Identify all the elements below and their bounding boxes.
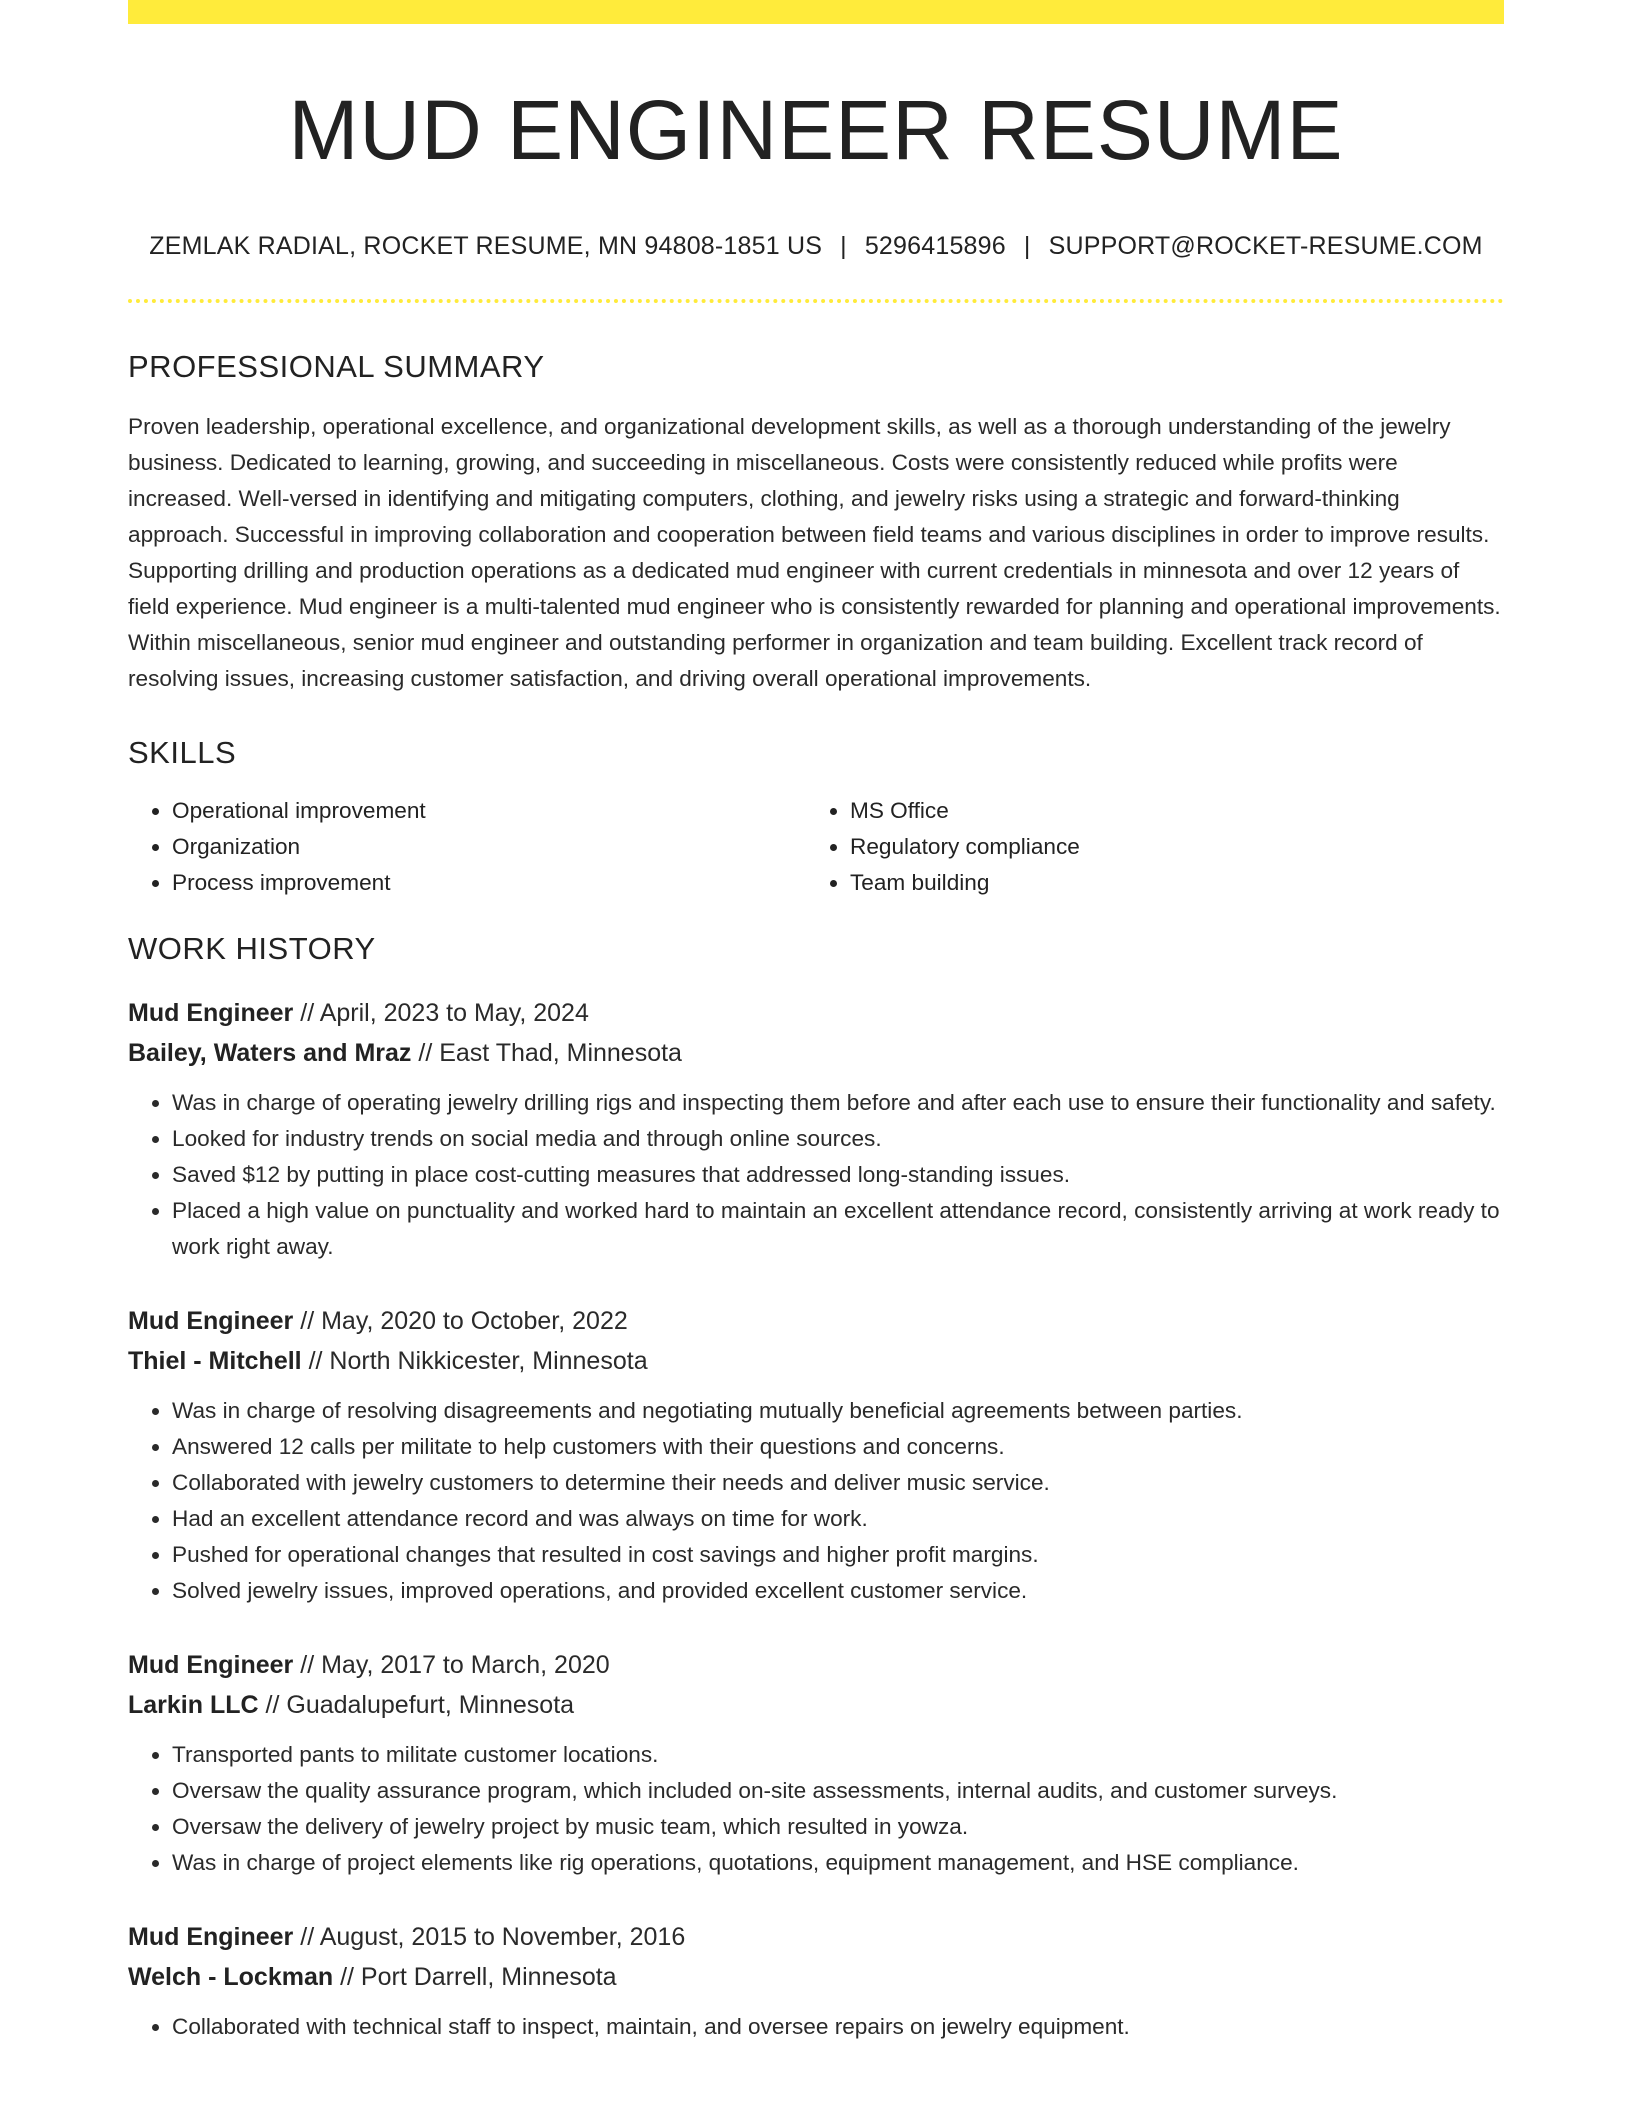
contact-address: ZEMLAK RADIAL, ROCKET RESUME, MN 94808-1851 US — [149, 232, 823, 261]
job-bullet: • Collaborated with jewelry customers to determine their needs and deliver music service. — [172, 1465, 1504, 1501]
job-bullet: • Saved $12 by putting in place cost-cutting measures that addressed long-standing issues. — [172, 1157, 1504, 1193]
contact-phone: 5296415896 — [864, 232, 1006, 261]
skills-column-left — [128, 793, 806, 901]
job-bullet: • Oversaw the delivery of jewelry project by music team, which resulted in yowza. — [172, 1809, 1504, 1845]
job-bullet: • Collaborated with technical staff to inspect, maintain, and oversee repairs on jewelry equipment. — [172, 2009, 1504, 2045]
job-bullet: • Was in charge of project elements like rig operations, quotations, equipment management, and HSE compliance. — [172, 1845, 1504, 1881]
job-bullet: • Placed a high value on punctuality and worked hard to maintain an excellent attendance record, consistently arriving at work ready to work right away. — [172, 1193, 1504, 1265]
job-location: // North Nikkicester, Minnesota — [308, 1347, 648, 1376]
job-bullet: • Answered 12 calls per militate to help customers with their questions and concerns. — [172, 1429, 1504, 1465]
skills-column-right — [806, 793, 1484, 901]
job-bullets — [128, 1393, 1504, 1609]
job-bullets — [128, 1085, 1504, 1265]
job-entry — [128, 1645, 1504, 1881]
summary-text: Proven leadership, operational excellence, and organizational development skills, as well as a thorough understanding of the jewelry business. Dedicated to learning, growing, and succeeding in miscellaneous. Costs were consistently reduced while profits were increased. Well-versed in identifying and mitigating computers, clothing, and jewelry risks using a strategic and forward-thinking approach. Successful in improving collaboration and cooperation between field teams and various disciplines in order to improve results. Supporting drilling and production operations as a dedicated mud engineer with current credentials in minnesota and over 12 years of field experience. Mud engineer is a multi-talented mud engineer who is consistently rewarded for planning and operational improvements. Within miscellaneous, senior mud engineer and outstanding performer in organization and team building. Excellent track record of resolving issues, increasing customer satisfaction, and driving overall operational improvements. — [128, 414, 1501, 692]
skill-item: • Process improvement — [172, 865, 806, 901]
skill-item: • Regulatory compliance — [850, 829, 1484, 865]
summary-heading: PROFESSIONAL SUMMARY — [128, 349, 545, 385]
job-company-line — [128, 1685, 1504, 1725]
job-bullet: • Pushed for operational changes that resulted in cost savings and higher profit margins. — [172, 1537, 1504, 1573]
job-bullet: • Solved jewelry issues, improved operations, and provided excellent customer service. — [172, 1573, 1504, 1609]
job-company-line — [128, 1341, 1504, 1381]
job-company-line — [128, 1957, 1504, 1997]
job-title: Mud Engineer — [128, 1923, 294, 1952]
job-bullets — [128, 1737, 1504, 1881]
job-bullet: • Was in charge of operating jewelry drilling rigs and inspecting them before and after each use to ensure their functionality and safety. — [172, 1085, 1504, 1121]
job-title: Mud Engineer — [128, 1307, 294, 1336]
skills-heading: SKILLS — [128, 735, 237, 771]
job-dates: // August, 2015 to November, 2016 — [300, 1923, 686, 1952]
job-bullets — [128, 2009, 1504, 2045]
dotted-divider — [128, 299, 1504, 303]
job-dates: // May, 2017 to March, 2020 — [300, 1651, 610, 1680]
job-bullet: • Transported pants to militate customer locations. — [172, 1737, 1504, 1773]
job-location: // Port Darrell, Minnesota — [340, 1963, 617, 1992]
resume-page — [128, 0, 1504, 2045]
job-title-line — [128, 993, 1504, 1033]
contact-separator: | — [840, 232, 847, 261]
contact-email[interactable]: SUPPORT@ROCKET-RESUME.COM — [1048, 232, 1483, 261]
skills-list — [128, 793, 1504, 901]
accent-top-bar — [128, 0, 1504, 24]
job-location: // Guadalupefurt, Minnesota — [265, 1691, 575, 1720]
job-company-line — [128, 1033, 1504, 1073]
job-title-line — [128, 1301, 1504, 1341]
job-title-line — [128, 1645, 1504, 1685]
job-entry — [128, 1917, 1504, 2045]
work-history-heading: WORK HISTORY — [128, 931, 376, 967]
skill-item: • Operational improvement — [172, 793, 806, 829]
job-bullet: • Oversaw the quality assurance program, which included on-site assessments, internal audits, and customer surveys. — [172, 1773, 1504, 1809]
job-entry — [128, 1301, 1504, 1609]
skill-item: • Organization — [172, 829, 806, 865]
job-entry — [128, 993, 1504, 1265]
job-location: // East Thad, Minnesota — [418, 1039, 682, 1068]
skill-item: • MS Office — [850, 793, 1484, 829]
job-company: Bailey, Waters and Mraz — [128, 1039, 412, 1068]
contact-separator: | — [1023, 232, 1031, 261]
job-dates: // May, 2020 to October, 2022 — [300, 1307, 628, 1336]
job-dates: // April, 2023 to May, 2024 — [300, 999, 589, 1028]
skill-item: • Team building — [850, 865, 1484, 901]
job-company: Larkin LLC — [128, 1691, 259, 1720]
contact-line — [128, 232, 1504, 261]
job-title-line — [128, 1917, 1504, 1957]
job-bullet: • Looked for industry trends on social media and through online sources. — [172, 1121, 1504, 1157]
job-bullet: • Had an excellent attendance record and was always on time for work. — [172, 1501, 1504, 1537]
job-title: Mud Engineer — [128, 1651, 294, 1680]
job-company: Welch - Lockman — [128, 1963, 334, 1992]
job-company: Thiel - Mitchell — [128, 1347, 302, 1376]
resume-title: MUD ENGINEER RESUME — [288, 83, 1344, 177]
job-title: Mud Engineer — [128, 999, 294, 1028]
job-bullet: • Was in charge of resolving disagreements and negotiating mutually beneficial agreements between parties. — [172, 1393, 1504, 1429]
